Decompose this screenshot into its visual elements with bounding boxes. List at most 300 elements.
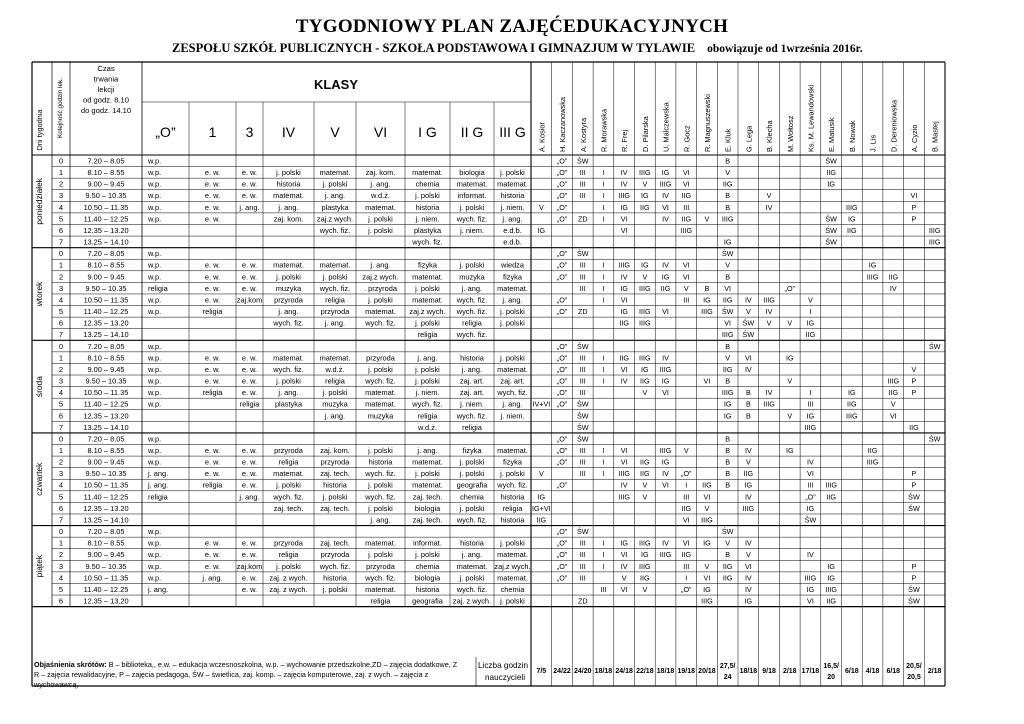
lesson-cell: j. polski (415, 469, 440, 479)
lesson-cell: wych. fiz. (456, 584, 488, 594)
lesson-cell: historia (276, 179, 301, 189)
period-number: 4 (58, 573, 64, 583)
teacher-cell: IV (744, 445, 752, 455)
day-label: piątek (34, 554, 44, 578)
lesson-cell: muzyka (367, 411, 394, 421)
teacher-cell: B (725, 550, 731, 560)
period-number: 2 (58, 272, 64, 282)
teacher-cell: VI (662, 480, 669, 490)
lesson-cell: e. w. (241, 584, 258, 594)
teacher-cell: IIG (888, 272, 899, 282)
teacher-cell: ŚW (721, 527, 734, 537)
count-label: Liczba godzin (477, 661, 529, 670)
lesson-cell: j. niem. (415, 388, 440, 398)
teacher-cell: ŚW (908, 492, 920, 502)
header-duration-label: lekcji (97, 85, 115, 94)
lesson-cell: j. ang. (324, 411, 346, 421)
lesson-cell: j. polski (276, 168, 301, 178)
teacher-cell: III (579, 191, 586, 201)
teacher-cell: I (602, 445, 605, 455)
lesson-cell: zaj. tech. (412, 515, 443, 525)
lesson-cell: wych. fiz. (456, 295, 488, 305)
teacher-header-4: R. Frej (620, 129, 630, 152)
lesson-cell: chemia (415, 179, 440, 189)
class-header-5: VI (373, 124, 388, 140)
period-number: 3 (58, 191, 64, 201)
teacher-cell: V (725, 260, 731, 270)
lesson-cell: wych. fiz. (412, 399, 443, 409)
lesson-cell: j. ang. (502, 214, 523, 224)
lesson-cell: religia (462, 318, 482, 328)
teacher-cell: IV (662, 214, 669, 224)
lesson-cell: biologia (414, 503, 441, 513)
teacher-cell: III (579, 168, 586, 178)
teacher-cell: IIG (681, 503, 692, 513)
teacher-cell: IG (827, 179, 835, 189)
teacher-cell: IG (744, 596, 753, 606)
lesson-cell: chemia (415, 561, 440, 571)
teacher-cell: V (642, 584, 648, 594)
teacher-cell: „O” (681, 584, 692, 594)
lesson-cell: j. polski (500, 318, 525, 328)
teacher-cell: „O” (805, 492, 816, 502)
class-header-1: 1 (208, 124, 217, 140)
teacher-cell: ŚW (742, 318, 755, 328)
period-time: 11.40 – 12.25 (83, 584, 129, 594)
teacher-cell: IG (827, 561, 835, 571)
lesson-cell: wych. fiz. (365, 318, 396, 328)
teacher-cell: IG (723, 237, 732, 247)
lesson-cell: j. polski (459, 503, 485, 513)
teacher-cell: IV (765, 202, 773, 212)
lesson-cell: matemat. (365, 307, 396, 317)
teacher-cell: V (890, 399, 896, 409)
period-time: 9.00 – 9.45 (87, 457, 125, 467)
teacher-cell: P (911, 469, 917, 479)
header-duration-label: od godz. 8.10 (82, 95, 130, 105)
class-header-4: V (330, 124, 340, 140)
class-header-2: 3 (245, 124, 254, 140)
lesson-cell: j. polski (415, 550, 440, 560)
teacher-cell: I (809, 388, 812, 398)
period-time: 7.20 – 8.05 (87, 434, 125, 444)
lesson-cell: wych. fiz. (497, 480, 528, 490)
period-time: 10.50 – 11.35 (83, 295, 129, 305)
period-time: 7.20 – 8.05 (87, 249, 125, 259)
lesson-cell: matemat. (412, 295, 443, 305)
class-header-3: IV (281, 124, 296, 140)
teacher-cell: IIIG (639, 283, 651, 293)
lesson-cell: j. polski (276, 480, 301, 490)
period-number: 5 (58, 214, 64, 224)
teacher-cell: „O” (556, 214, 568, 224)
teacher-header-18: A. Cyzio (909, 124, 919, 152)
teacher-cell: I (602, 353, 605, 363)
teacher-cell: IV (765, 388, 773, 398)
teacher-cell: I (602, 457, 605, 467)
teacher-cell: III (807, 480, 814, 490)
lesson-cell: w.p. (148, 249, 162, 259)
teacher-cell: VI (724, 283, 732, 293)
lesson-cell: wych. fiz. (365, 492, 396, 502)
teacher-cell: IIG (619, 353, 629, 363)
lesson-cell: j. polski (368, 364, 393, 374)
teacher-cell: VI (807, 596, 814, 606)
teacher-cell: I (602, 283, 605, 293)
teacher-cell: I (602, 191, 605, 201)
teacher-cell: V (911, 364, 917, 374)
lesson-cell: zaj. tech. (412, 492, 443, 502)
lesson-cell: fizyka (418, 260, 437, 270)
lesson-cell: historia (415, 584, 440, 594)
teacher-cell: „O” (556, 399, 568, 409)
teacher-cell: V (642, 480, 648, 490)
teacher-header-16: J. Lis (868, 134, 878, 152)
teacher-cell: VI (620, 457, 628, 467)
teacher-cell: „O” (556, 156, 568, 166)
teacher-cell: ŚW (825, 214, 837, 224)
lesson-cell: j. polski (500, 469, 525, 479)
teacher-cell: III (683, 295, 690, 305)
teacher-cell: IG (827, 573, 835, 583)
lesson-cell: e. w. (241, 445, 258, 455)
teacher-cell: I (602, 364, 605, 374)
lesson-cell: matemat. (497, 364, 528, 374)
teacher-cell: IIG (722, 561, 733, 571)
lesson-cell: w.p. (148, 376, 162, 386)
school-name: ZESPOŁU SZKÓŁ PUBLICZNYCH - SZKOŁA PODSTAWOWA I GIMNAZJUM W TYLAWIE (172, 41, 696, 55)
period-number: 2 (58, 457, 64, 467)
teacher-cell: IIG (826, 596, 836, 606)
teacher-cell: VI (662, 307, 669, 317)
period-time: 9.00 – 9.45 (87, 179, 125, 189)
teacher-cell: IG (723, 399, 732, 409)
day-label: poniedziałek (34, 178, 44, 225)
teacher-cell: IIG (867, 445, 878, 455)
teacher-hours: 6/18 (886, 668, 901, 675)
teacher-cell: V (745, 457, 751, 467)
lesson-cell: historia (323, 573, 347, 583)
teacher-cell: IG (703, 295, 711, 305)
teacher-cell: IV+VI (532, 399, 551, 409)
lesson-cell: j. polski (459, 457, 485, 467)
lesson-cell: chemia (460, 492, 484, 502)
lesson-cell: informat. (413, 538, 442, 548)
lesson-cell: w.p. (148, 527, 162, 537)
teacher-cell: „O” (556, 364, 568, 374)
lesson-cell: w.d.ż. (371, 191, 390, 201)
teacher-cell: IG (661, 168, 670, 178)
lesson-cell: e. w. (204, 445, 221, 455)
teacher-cell: IIIG (763, 399, 775, 409)
lesson-cell: zaj.z wych. (316, 214, 354, 224)
lesson-cell: j. polski (415, 318, 440, 328)
teacher-cell: „O” (556, 307, 568, 317)
teacher-cell: B (725, 445, 731, 455)
lesson-cell: e. w. (204, 469, 221, 479)
day-label: środa (34, 376, 44, 398)
period-number: 0 (58, 527, 64, 537)
lesson-cell: matemat. (456, 179, 488, 189)
lesson-cell: j. ang. (370, 179, 391, 189)
period-time: 12.35 – 13.20 (83, 225, 129, 235)
lesson-cell: j. polski (276, 561, 301, 571)
period-time: 8.10 – 8.55 (87, 168, 125, 178)
lesson-cell: w.p. (148, 214, 162, 224)
lesson-cell: e. w. (204, 457, 221, 467)
teacher-cell: IIG (660, 283, 671, 293)
teacher-cell: VI (703, 492, 711, 502)
teacher-cell: ŚW (721, 307, 734, 317)
teacher-cell: B (725, 469, 731, 479)
lesson-cell: j. ang. (324, 318, 346, 328)
lesson-cell: j. polski (459, 202, 485, 212)
teacher-cell: IIIG (701, 515, 713, 525)
teacher-cell: „O” (556, 168, 568, 178)
lesson-cell: e. w. (241, 550, 258, 560)
lesson-cell: religia (325, 376, 345, 386)
teacher-cell: VI (620, 584, 628, 594)
teacher-cell: B (725, 480, 731, 490)
teacher-header-13: Ks. M. Lewandowski (806, 84, 816, 152)
teacher-cell: „O” (556, 457, 568, 467)
teacher-cell: I (685, 480, 688, 490)
abbreviations-label: Objaśnienia skrótów: (34, 660, 107, 669)
teacher-cell: IIG (826, 492, 836, 502)
period-time: 13.25 – 14.10 (83, 422, 129, 432)
lesson-cell: e. w. (204, 283, 221, 293)
teacher-cell: „O” (556, 249, 568, 259)
period-time: 10.50 – 11.35 (83, 573, 129, 583)
teacher-cell: IV (744, 492, 752, 502)
lesson-cell: matemat. (273, 260, 304, 270)
lesson-cell: wych. fiz. (319, 283, 351, 293)
lesson-cell: zaj. tech. (320, 538, 350, 548)
teacher-cell: „O” (681, 469, 692, 479)
teacher-cell: III (579, 272, 586, 282)
teacher-header-8: R. Magnuszewski (702, 94, 712, 152)
teacher-cell: IIG (640, 376, 650, 386)
lesson-cell: historia (500, 515, 525, 525)
lesson-cell: przyroda (320, 457, 350, 467)
lesson-cell: matemat. (456, 561, 488, 571)
teacher-cell: „O” (556, 191, 568, 201)
lesson-cell: j. polski (276, 376, 301, 386)
teacher-cell: IG (806, 503, 815, 513)
teacher-hours: 4/18 (865, 668, 880, 675)
teacher-cell: IIIG (763, 295, 775, 305)
period-number: 5 (58, 492, 64, 502)
teacher-cell: IIG (743, 469, 754, 479)
teacher-cell: III (579, 538, 586, 548)
teacher-cell: IIG (681, 550, 692, 560)
lesson-cell: historia (460, 538, 484, 548)
teacher-cell: V (683, 283, 689, 293)
teacher-header-14: E. Matusik (827, 117, 837, 152)
lesson-cell: j. ang. (461, 364, 483, 374)
teacher-cell: V (808, 295, 813, 305)
teacher-cell: „O” (556, 561, 568, 571)
teacher-hours: 18/18 (594, 668, 613, 675)
lesson-cell: przyroda (366, 353, 395, 363)
teacher-cell: IIG (722, 573, 733, 583)
teacher-cell: V (642, 179, 648, 189)
teacher-hours: 24/20 (573, 668, 592, 675)
period-time: 8.10 – 8.55 (87, 538, 125, 548)
lesson-cell: j. polski (368, 550, 393, 560)
lesson-cell: j. polski (322, 388, 348, 398)
period-number: 6 (58, 318, 64, 328)
lesson-cell: e. w. (241, 388, 258, 398)
teacher-cell: IV (807, 550, 814, 560)
teacher-cell: IIIG (846, 411, 858, 421)
lesson-cell: e. w. (204, 295, 221, 305)
teacher-header-0: A. Kosior (537, 122, 547, 152)
teacher-cell: ŚW (928, 341, 941, 351)
lesson-cell: j. ang. (324, 191, 346, 201)
lesson-cell: w.p. (148, 156, 162, 166)
teacher-cell: ŚW (576, 249, 589, 259)
teacher-cell: P (911, 214, 917, 224)
teacher-cell: I (602, 214, 605, 224)
period-number: 1 (58, 260, 64, 270)
lesson-cell: e.d.b. (503, 237, 522, 247)
lesson-cell: matemat. (497, 573, 528, 583)
teacher-header-19: B. Mastej (930, 121, 940, 152)
teacher-cell: V (787, 411, 793, 421)
lesson-cell: . przyroda (364, 283, 397, 293)
period-number: 2 (58, 364, 64, 374)
lesson-cell: w.p. (148, 457, 162, 467)
lesson-cell: j. niem. (460, 225, 484, 235)
lesson-cell: e. w. (241, 179, 258, 189)
lesson-cell: e. w. (204, 260, 221, 270)
lesson-cell: plastyka (274, 399, 303, 409)
lesson-cell: matemat. (497, 283, 528, 293)
teacher-cell: VI (703, 573, 711, 583)
teacher-hours: 24/18 (615, 668, 633, 675)
lesson-cell: e. w. (204, 272, 221, 282)
lesson-cell: j. niem. (500, 202, 525, 212)
teacher-cell: V (621, 573, 627, 583)
teacher-cell: ŚW (742, 330, 755, 340)
lesson-cell: w.p. (148, 307, 162, 317)
lesson-cell: j. ang. (278, 202, 299, 212)
lesson-cell: wych. fiz. (412, 237, 443, 247)
teacher-cell: IIIG (618, 260, 630, 270)
teacher-cell: IIG (702, 480, 712, 490)
teacher-cell: III (579, 179, 586, 189)
teacher-hours: 6/18 (845, 668, 859, 675)
teacher-cell: B (725, 434, 731, 444)
teacher-cell: „O” (556, 341, 568, 351)
teacher-cell: B (725, 156, 731, 166)
lesson-cell: przyroda (274, 538, 303, 548)
lesson-cell: j. ang. (370, 515, 391, 525)
teacher-cell: V (745, 550, 751, 560)
teacher-cell: IG (661, 376, 670, 386)
lesson-cell: zaj. kom. (320, 445, 350, 455)
teacher-hours: 9/18 (762, 668, 776, 675)
teacher-cell: IIG (909, 422, 919, 432)
period-number: 4 (58, 388, 64, 398)
teacher-cell: III (579, 364, 586, 374)
teacher-cell: ŚW (908, 503, 920, 513)
teacher-header-15: B. Nowak (847, 120, 857, 152)
teacher-cell: III (579, 550, 586, 560)
teacher-cell: IIIG (639, 353, 651, 363)
teacher-cell: IIIG (846, 202, 858, 212)
teacher-cell: B (745, 411, 751, 421)
teacher-cell: V (725, 353, 731, 363)
teacher-cell: IG (620, 283, 628, 293)
lesson-cell: j. ang. (148, 584, 169, 594)
lesson-cell: j. polski (415, 283, 440, 293)
lesson-cell: e. w. (204, 550, 221, 560)
teacher-cell: III (683, 202, 690, 212)
period-time: 13.25 – 14.10 (83, 515, 129, 525)
teacher-cell: B (725, 272, 731, 282)
teacher-cell: V (766, 191, 772, 201)
teacher-header-3: R. Morawska (599, 108, 609, 152)
period-time: 9.50 – 10.35 (85, 376, 127, 386)
lesson-cell: j. ang. (202, 573, 223, 583)
lesson-cell: e. w. (204, 179, 221, 189)
teacher-cell: V (538, 469, 544, 479)
teacher-cell: IG (661, 272, 670, 282)
lesson-cell: religia (370, 596, 391, 606)
period-number: 0 (58, 249, 64, 259)
lesson-cell: j. polski (276, 272, 301, 282)
teacher-cell: IG (806, 411, 815, 421)
teacher-hours: 16,5/ (823, 663, 839, 670)
teacher-cell: IG (848, 214, 856, 224)
lesson-cell: w.p. (148, 295, 162, 305)
teacher-cell: ŚW (928, 434, 941, 444)
lesson-cell: historia (415, 202, 440, 212)
lesson-cell: religia (202, 307, 223, 317)
teacher-cell: IG (641, 550, 649, 560)
period-time: 11.40 – 12.25 (83, 307, 129, 317)
teacher-cell: IV (662, 191, 669, 201)
teacher-cell: „O” (556, 388, 568, 398)
lesson-cell: zaj. kom. (365, 168, 396, 178)
teacher-cell: ŚW (576, 341, 589, 351)
period-number: 3 (58, 469, 64, 479)
teacher-cell: VI (620, 214, 628, 224)
lesson-cell: matemat. (273, 353, 304, 363)
teacher-cell: I (602, 272, 605, 282)
lesson-cell: w.p. (148, 364, 162, 374)
lesson-cell: e. w. (241, 469, 258, 479)
lesson-cell: e. w. (241, 260, 258, 270)
teacher-cell: III (579, 260, 586, 270)
teacher-cell: V (642, 388, 648, 398)
teacher-header-2: A. Kostyra (578, 117, 588, 152)
lesson-cell: w.d.ż. (325, 364, 345, 374)
teacher-cell: „O” (556, 538, 568, 548)
teacher-hours: 19/18 (677, 668, 696, 675)
lesson-cell: j. ang. (461, 550, 483, 560)
lesson-cell: w.p. (148, 561, 162, 571)
teacher-cell: P (911, 480, 917, 490)
teacher-hours: 2/18 (927, 668, 942, 675)
teacher-cell: IV (620, 561, 628, 571)
teacher-cell: IIG (681, 214, 692, 224)
lesson-cell: j. ang. (461, 283, 483, 293)
teacher-hours: 20,5 (907, 674, 921, 681)
teacher-cell: IIIG (659, 179, 672, 189)
